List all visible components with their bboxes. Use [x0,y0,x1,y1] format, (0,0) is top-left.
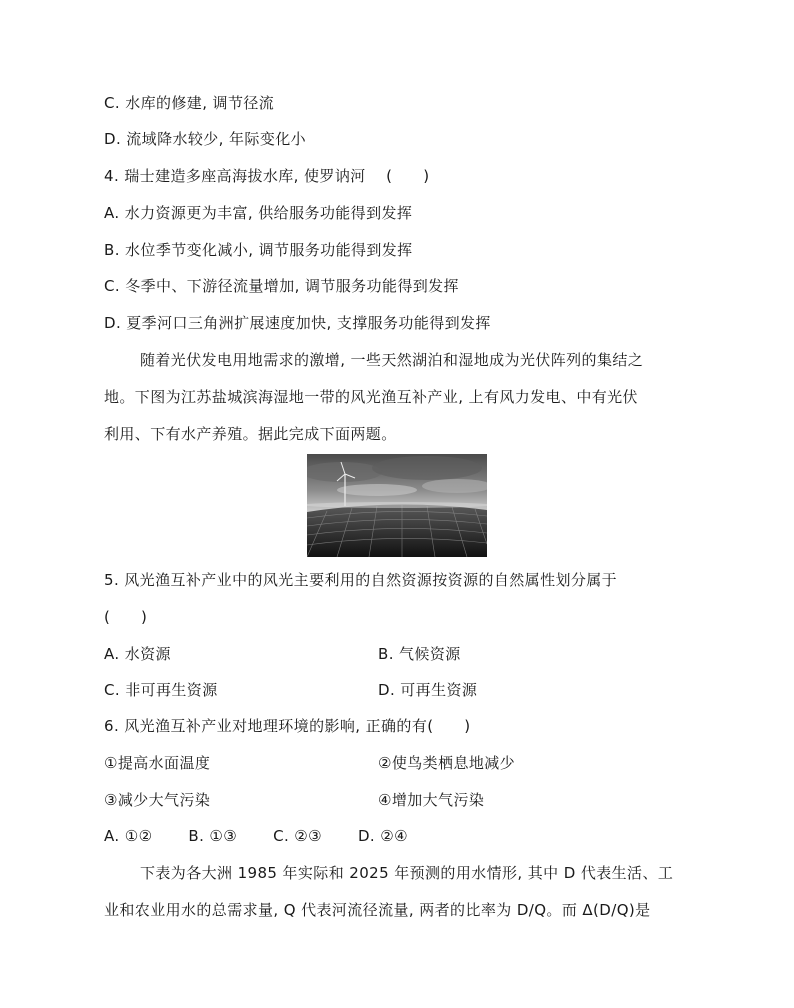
q6-item-1: ①提高水面温度 [104,754,211,772]
q5-option-a: A. 水资源 [104,645,171,663]
q4-stem: 4. 瑞士建造多座高海拔水库, 使罗讷河 ( ) [104,167,430,185]
q6-item-4: ④增加大气污染 [378,791,485,809]
q4-option-d: D. 夏季河口三角洲扩展速度加快, 支撑服务功能得到发挥 [104,314,491,332]
q4-option-a: A. 水力资源更为丰富, 供给服务功能得到发挥 [104,204,413,222]
q5-bracket: ( ) [104,608,148,626]
q6-items-row1 [104,753,516,773]
passage2-line2: 业和农业用水的总需求量, Q 代表河流径流量, 两者的比率为 D/Q。而 Δ(D/Q)是 [104,901,651,919]
q6-item-2: ②使鸟类栖息地减少 [378,754,516,772]
q5-options-row1 [104,644,461,664]
q6-item-3: ③减少大气污染 [104,791,211,809]
q5-option-d: D. 可再生资源 [378,681,478,699]
q4-option-c: C. 冬季中、下游径流量增加, 调节服务功能得到发挥 [104,277,459,295]
passage2-line1: 下表为各大洲 1985 年实际和 2025 年预测的用水情形, 其中 D 代表生活、工 [140,864,674,882]
q6-items-row2 [104,790,485,810]
q5-option-b: B. 气候资源 [378,645,461,663]
q5-options-row2 [104,680,478,700]
solar-farm-wind-turbine-photo [307,454,487,557]
q6-stem: 6. 风光渔互补产业对地理环境的影响, 正确的有( ) [104,717,471,735]
q6-options: A. ①② B. ①③ C. ②③ D. ②④ [104,827,408,845]
passage1-line2: 地。下图为江苏盐城滨海湿地一带的风光渔互补产业, 上有风力发电、中有光伏 [104,388,638,406]
passage1-line3: 利用、下有水产养殖。据此完成下面两题。 [104,425,397,443]
passage1-line1: 随着光伏发电用地需求的激增, 一些天然湖泊和湿地成为光伏阵列的集结之 [140,351,644,369]
q3-option-c: C. 水库的修建, 调节径流 [104,94,275,112]
q5-stem: 5. 风光渔互补产业中的风光主要利用的自然资源按资源的自然属性划分属于 [104,571,618,589]
q3-option-d: D. 流域降水较少, 年际变化小 [104,130,307,148]
q4-option-b: B. 水位季节变化减小, 调节服务功能得到发挥 [104,241,413,259]
q5-option-c: C. 非可再生资源 [104,681,218,699]
